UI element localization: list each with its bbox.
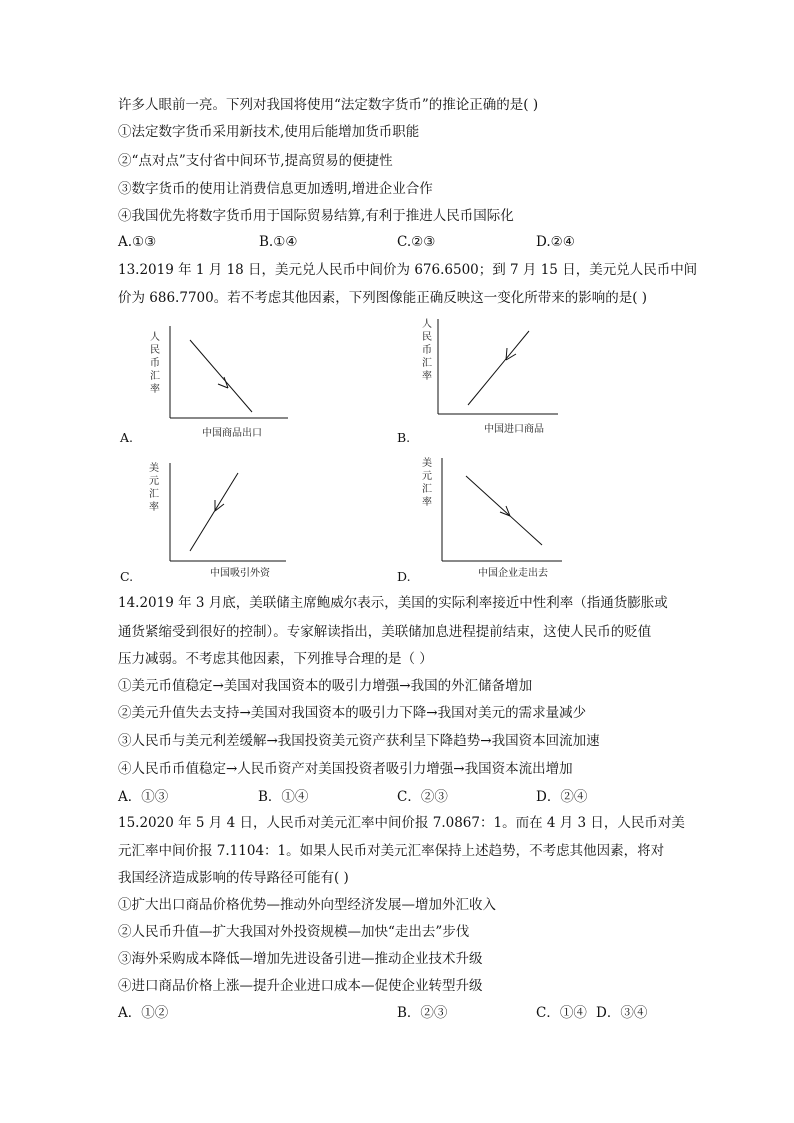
graph-a-ylabel-1: 人 — [150, 332, 160, 343]
q14-item-3: ③人民币与美元利差缓解→我国投资美元资产获利呈下降趋势→我国资本回流加速 — [118, 733, 600, 749]
q14-option-a: A．①③ — [118, 789, 169, 805]
graph-c-ylabel-1: 美 — [149, 463, 159, 474]
q15-option-d: D．③④ — [596, 1005, 648, 1021]
graph-b-ylabel-3: 币 — [422, 345, 432, 356]
q15-item-2: ②人民币升值—扩大我国对外投资规模—加快“走出去”步伐 — [118, 924, 470, 940]
q15-stem-line3: 我国经济造成影响的传导路径可能有( ) — [118, 870, 349, 886]
q14-option-d: D．②④ — [536, 789, 588, 805]
q12-item-3: ③数字货币的使用让消费信息更加透明,增进企业合作 — [118, 181, 433, 197]
q13-stem-line1: 13.2019 年 1 月 18 日，美元兑人民币中间价为 676.6500；到 7 月 15 日，美元兑人民币中间 — [118, 262, 698, 278]
q12-item-4: ④我国优先将数字货币用于国际贸易结算,有利于推进人民币国际化 — [118, 208, 514, 224]
graph-b-ylabel-5: 率 — [422, 371, 432, 382]
graph-c-ylabel-4: 率 — [149, 502, 159, 513]
graph-d-letter: D. — [397, 569, 411, 584]
graph-c-ylabel-2: 元 — [149, 476, 159, 487]
q12-option-b: B.①④ — [259, 234, 298, 250]
graph-c-letter: C. — [120, 569, 134, 584]
q12-stem: 许多人眼前一亮。下列对我国将使用“法定数字货币”的推论正确的是( ) — [118, 97, 539, 113]
graph-b-ylabel-4: 汇 — [422, 358, 432, 369]
q15-item-4: ④进口商品价格上涨—提升企业进口成本—促使企业转型升级 — [118, 978, 483, 994]
graph-c-xlabel: 中国吸引外资 — [210, 568, 270, 579]
graph-a-letter: A. — [120, 430, 134, 445]
graph-a-ylabel-3: 币 — [150, 358, 160, 369]
q12-option-a: A.①③ — [118, 234, 157, 250]
graph-a-ylabel-5: 率 — [150, 384, 160, 395]
q14-stem-line2: 通货紧缩受到很好的控制）。专家解读指出，美联储加息进程提前结束，这使人民币的贬值 — [118, 624, 652, 640]
q13-stem-line2: 价为 686.7700。若不考虑其他因素，下列图像能正确反映这一变化所带来的影响的是( ) — [118, 290, 648, 306]
graph-d-ylabel-4: 率 — [422, 497, 432, 508]
q15-stem-line2: 元汇率中间价报 7.1104：1。如果人民币对美元汇率保持上述趋势，不考虑其他因素，将对 — [118, 843, 665, 859]
q14-option-b: B．①④ — [258, 789, 309, 805]
q15-option-a: A．①② — [118, 1005, 169, 1021]
q12-item-1: ①法定数字货币采用新技术,使用后能增加货币职能 — [118, 124, 420, 140]
q14-option-c: C．②③ — [397, 789, 448, 805]
graph-a-ylabel-4: 汇 — [150, 371, 160, 382]
q14-stem-line1: 14.2019 年 3 月底，美联储主席鲍威尔表示，美国的实际利率接近中性利率（指通货膨胀或 — [118, 595, 668, 611]
graph-b-xlabel: 中国进口商品 — [484, 424, 544, 435]
graph-a-xlabel: 中国商品出口 — [202, 428, 262, 439]
q12-option-c: C.②③ — [397, 234, 436, 250]
q15-option-c: C．①④ — [536, 1005, 587, 1021]
graph-d-xlabel: 中国企业走出去 — [478, 568, 548, 577]
graph-c — [140, 455, 300, 580]
graph-d-ylabel-2: 元 — [422, 471, 432, 482]
graph-d — [414, 452, 574, 577]
q15-stem-line1: 15.2020 年 5 月 4 日，人民币对美元汇率中间价报 7.0867：1。而在 4 月 3 日，人民币对美 — [118, 815, 685, 831]
graph-b-ylabel-1: 人 — [422, 319, 432, 330]
graph-b — [414, 313, 564, 438]
q12-item-2: ②“点对点”支付省中间环节,提高贸易的便捷性 — [118, 153, 393, 169]
q14-item-2: ②美元升值失去支持→美国对我国资本的吸引力下降→我国对美元的需求量减少 — [118, 705, 587, 721]
q15-option-b: B．②③ — [397, 1005, 448, 1021]
graph-d-ylabel-1: 美 — [422, 458, 432, 469]
graph-d-ylabel-3: 汇 — [422, 484, 432, 495]
q14-stem-line3: 压力减弱。不考虑其他因素，下列推导合理的是（ ） — [118, 651, 433, 667]
graph-b-letter: B. — [397, 430, 411, 445]
graph-a — [140, 318, 300, 443]
graph-c-ylabel-3: 汇 — [149, 489, 159, 500]
q12-option-d: D.②④ — [536, 234, 575, 250]
graph-b-ylabel-2: 民 — [422, 332, 432, 343]
q15-item-3: ③海外采购成本降低—增加先进设备引进—推动企业技术升级 — [118, 951, 483, 967]
q15-item-1: ①扩大出口商品价格优势—推动外向型经济发展—增加外汇收入 — [118, 897, 496, 913]
q14-item-1: ①美元币值稳定→美国对我国资本的吸引力增强→我国的外汇储备增加 — [118, 678, 533, 694]
graph-a-ylabel-2: 民 — [150, 345, 160, 356]
q14-item-4: ④人民币币值稳定→人民币资产对美国投资者吸引力增强→我国资本流出增加 — [118, 761, 573, 777]
